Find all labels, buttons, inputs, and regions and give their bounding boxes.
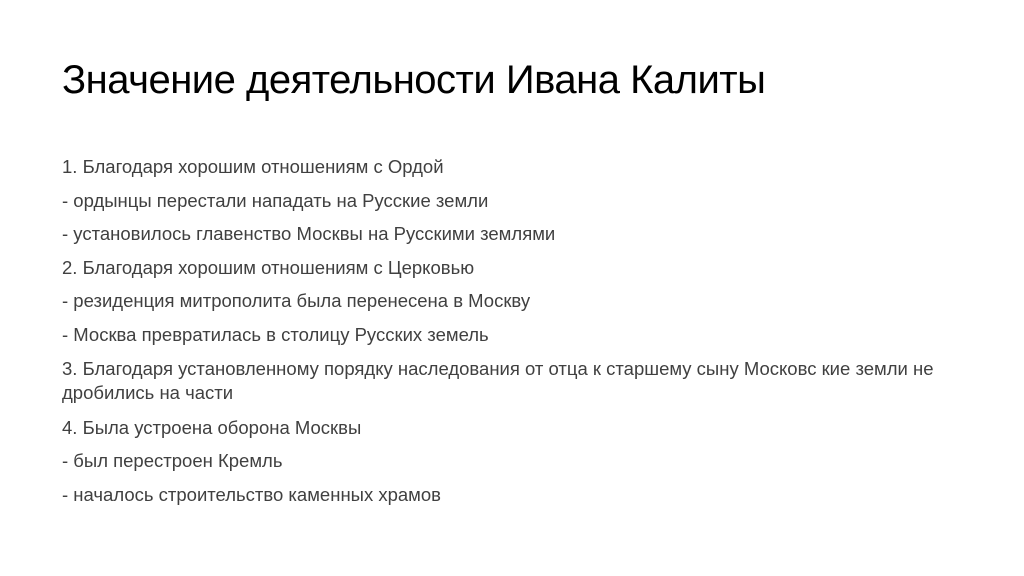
list-item: - началось строительство каменных храмов	[62, 483, 442, 505]
list-item: - был перестроен Кремль	[62, 450, 283, 471]
list-item: - резиденция митрополита была перенесена в Москву	[62, 290, 531, 311]
list-item: 1. Благодаря хорошим отношениям с Ордой	[62, 156, 444, 177]
slide-title: Значение деятельности Ивана Калиты	[62, 58, 766, 102]
list-item: 4. Была устроена оборона Москвы	[62, 416, 362, 438]
list-item: - установилось главенство Москвы на Русскими землями	[62, 223, 556, 244]
list-item: 2. Благодаря хорошим отношениям с Церковью	[62, 256, 475, 278]
list-item: - Москва превратилась в столицу Русских земель	[62, 323, 489, 345]
list-item: 3. Благодаря установленному порядку наследования от отца к старшему сыну Московс кие земли не дробились на части	[62, 358, 934, 403]
list-item: - ордынцы перестали нападать на Русские земли	[62, 189, 489, 211]
slide-content	[62, 156, 942, 517]
